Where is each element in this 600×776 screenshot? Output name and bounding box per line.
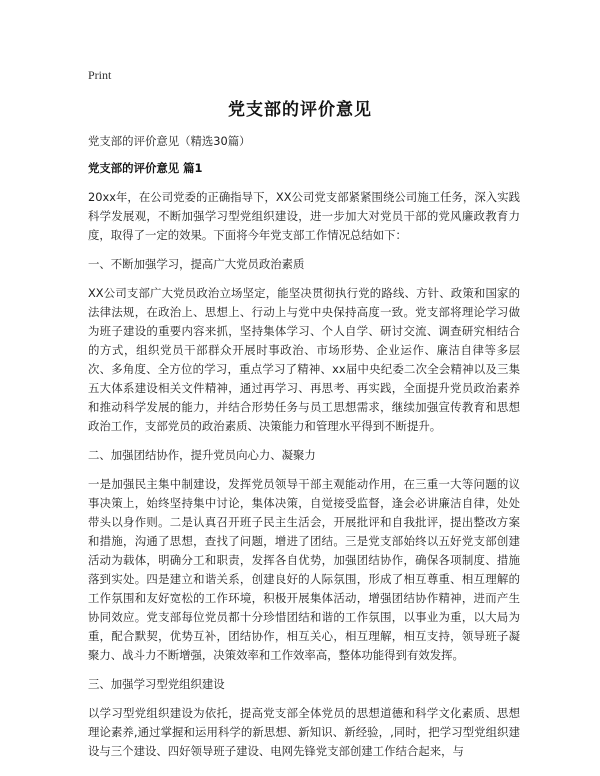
paragraph-1: XX公司支部广大党员政治立场坚定，能坚决贯彻执行党的路线、方针、政策和国家的法律法规，在政治上、思想上、行动上与党中央保持高度一致。党支部将理论学习做为班子建设的重要内容来抓，坚持集体学习、个人自学、研讨交流、调查研究相结合的方式，组织党员干部群众开展时事政治、市场形势、企业运作、廉洁自律等多层次、多角度、全方位的学习，重点学习了精神、xx届中央纪委二次全会精神以及三集五大体系建设相关文件精神，通过再学习、再思考、再实践，全面提升党员政治素养和推动科学发展的能力，并结合形势任务与员工思想需求，继续加强宣传教育和思想政治工作，支部党员的政治素质、决策能力和管理水平得到不断提升。 [88,286,520,433]
document-body [88,132,520,771]
paragraph-2: 一是加强民主集中制建设，发挥党员领导干部主观能动作用，在三重一大等问题的议事决策上，始终坚持集中讨论，集体决策，自觉接受监督，逢会必讲廉洁自律，处处带头以身作则。二是认真召开班子民主生活会，开展批评和自我批评，提出整改方案和措施，沟通了思想，查找了问题，增进了团结。三是党支部始终以五好党支部创建活动为载体，明确分工和职责，发挥各自优势，加强团结协作，确保各项制度、措施落到实处。四是建立和谐关系，创建良好的人际氛围，形成了相互尊重、相互理解的工作氛围和友好宽松的工作环境，积极开展集体活动，增强团结协作精神，进而产生协同效应。党支部每位党员都十分珍惜团结和谐的工作氛围，以事业为重，以大局为重，配合默契，优势互补，团结协作，相互关心，相互理解，相互支持，领导班子凝聚力、战斗力不断增强，决策效率和工作效率高，整体功能得到有效发挥。 [88,477,520,662]
section-title: 党支部的评价意见 篇1 [88,161,203,175]
heading-2: 二、加强团结协作，提升党员向心力、凝聚力 [88,448,316,462]
heading-1: 一、不断加强学习，提高广大党员政治素质 [88,257,305,271]
intro-paragraph: 20xx年，在公司党委的正确指导下，XX公司党支部紧紧围绕公司施工任务，深入实践科学发展观，不断加强学习型党组织建设，进一步加大对党员干部的党风廉政教育力度，取得了一定的效果。下面将今年党支部工作情况总结如下： [88,190,520,242]
heading-3: 三、加强学习型党组织建设 [88,677,225,691]
document-title: 党支部的评价意见 [228,100,372,120]
paragraph-3: 以学习型党组织建设为依托，提高党支部全体党员的思想道德和科学文化素质、思想理论素养,通过掌握和运用科学的新思想、新知识、新经验，,同时，把学习型党组织建设与三个建设、四好领导班子建设、电网先锋党支部创建工作结合起来，与 [88,706,520,758]
print-label: Print [88,68,112,82]
document-subtitle: 党支部的评价意见（精选30篇） [88,134,251,148]
